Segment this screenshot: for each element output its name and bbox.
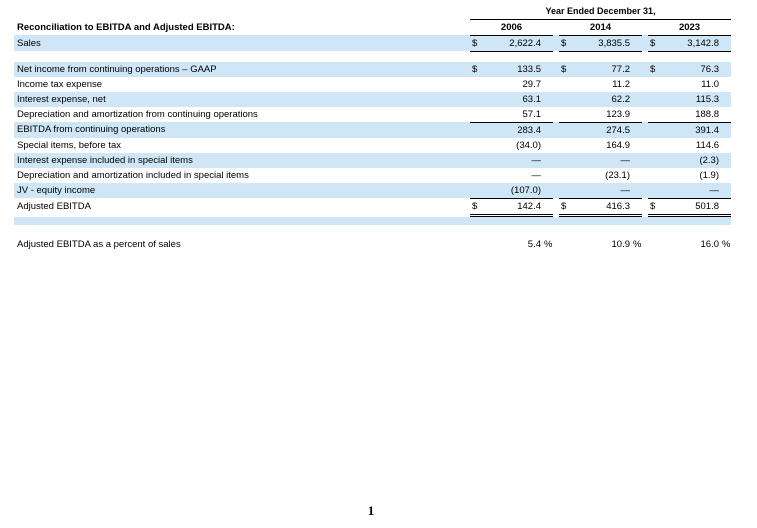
unit-cell xyxy=(719,198,731,215)
unit-cell xyxy=(541,183,553,199)
currency-symbol xyxy=(559,237,573,252)
unit-cell xyxy=(719,138,731,153)
value-cell: 188.8 xyxy=(662,107,719,123)
table-row xyxy=(14,92,731,107)
currency-symbol: $ xyxy=(470,62,484,77)
currency-symbol xyxy=(470,168,484,183)
currency-symbol: $ xyxy=(470,35,484,51)
value-cell: 11.0 xyxy=(701,78,719,90)
value-cell: — xyxy=(662,183,719,199)
value-cell: (34.0) xyxy=(516,139,541,151)
currency-symbol xyxy=(648,237,662,252)
table-title: Reconciliation to EBITDA and Adjusted EBITDA: xyxy=(17,21,235,33)
currency-symbol xyxy=(648,183,662,199)
value-cell: — xyxy=(531,169,541,181)
table-row xyxy=(14,107,731,123)
value-cell: 76.3 xyxy=(662,62,719,77)
unit-cell xyxy=(541,153,553,168)
value-cell: (107.0) xyxy=(484,183,541,199)
currency-symbol: $ xyxy=(648,198,662,215)
currency-symbol xyxy=(470,92,484,107)
row-label: JV - equity income xyxy=(14,183,470,199)
currency-symbol: $ xyxy=(648,35,662,51)
unit-cell xyxy=(630,62,642,77)
unit-cell xyxy=(630,168,642,183)
unit-cell xyxy=(541,198,553,215)
unit-cell xyxy=(630,35,642,51)
value-cell: (2.3) xyxy=(662,153,719,168)
value-cell: 3,142.8 xyxy=(662,35,719,51)
value-cell: 62.2 xyxy=(573,92,630,107)
currency-symbol xyxy=(470,138,484,153)
currency-symbol xyxy=(470,183,484,199)
currency-symbol: $ xyxy=(559,198,573,215)
unit-cell xyxy=(719,107,731,123)
value-cell: 63.1 xyxy=(484,92,541,107)
table-row xyxy=(14,183,731,199)
unit-cell xyxy=(541,168,553,183)
currency-symbol xyxy=(559,153,573,168)
row-label: Adjusted EBITDA xyxy=(17,201,91,212)
table-row xyxy=(14,153,731,168)
value-cell: 142.4 xyxy=(484,198,541,215)
value-cell: 133.5 xyxy=(484,62,541,77)
spacer-row xyxy=(14,51,731,62)
currency-symbol xyxy=(648,168,662,183)
value-cell: 115.3 xyxy=(662,92,719,107)
unit-cell xyxy=(630,122,642,138)
currency-symbol xyxy=(470,153,484,168)
currency-symbol xyxy=(648,92,662,107)
empty-cell xyxy=(14,4,470,19)
row-label: EBITDA from continuing operations xyxy=(14,122,470,138)
currency-symbol xyxy=(559,183,573,199)
row-label: Interest expense, net xyxy=(14,92,470,107)
ebitda-reconciliation-table xyxy=(14,4,731,252)
unit-cell xyxy=(719,92,731,107)
percent-sign: % xyxy=(544,238,553,250)
year-header-row xyxy=(14,19,731,35)
value-cell: — xyxy=(484,153,541,168)
unit-cell xyxy=(541,107,553,123)
currency-symbol xyxy=(648,153,662,168)
unit-cell xyxy=(541,77,553,92)
value-cell: (1.9) xyxy=(699,169,719,181)
value-cell: 11.2 xyxy=(612,78,630,90)
value-cell: 274.5 xyxy=(573,122,630,138)
percent-sign: % xyxy=(633,238,642,250)
currency-symbol xyxy=(648,138,662,153)
value-cell: — xyxy=(573,153,630,168)
value-cell: 114.6 xyxy=(695,139,719,151)
unit-cell xyxy=(541,35,553,51)
currency-symbol xyxy=(559,92,573,107)
unit-cell xyxy=(541,138,553,153)
currency-symbol xyxy=(648,77,662,92)
unit-cell xyxy=(630,153,642,168)
percent-sign: % xyxy=(722,238,731,250)
currency-symbol xyxy=(559,122,573,138)
currency-symbol: $ xyxy=(648,62,662,77)
spacer xyxy=(14,225,731,237)
table-row xyxy=(14,237,731,252)
value-cell: 283.4 xyxy=(484,122,541,138)
table-row xyxy=(14,198,731,215)
currency-symbol xyxy=(470,122,484,138)
value-cell: 2,622.4 xyxy=(484,35,541,51)
spacer xyxy=(14,51,731,62)
table-row xyxy=(14,62,731,77)
currency-symbol xyxy=(559,107,573,123)
value-cell: — xyxy=(573,183,630,199)
unit-cell xyxy=(630,107,642,123)
unit-cell xyxy=(630,77,642,92)
page-number: 1 xyxy=(367,504,375,518)
row-label: Interest expense included in special items xyxy=(14,153,470,168)
currency-symbol xyxy=(559,138,573,153)
period-header-row xyxy=(14,4,731,19)
row-label: Adjusted EBITDA as a percent of sales xyxy=(17,238,181,250)
currency-symbol xyxy=(470,107,484,123)
year-column-header: 2014 xyxy=(559,19,642,35)
value-cell: (23.1) xyxy=(605,169,630,181)
unit-cell xyxy=(719,153,731,168)
value-cell: 5.4 xyxy=(527,238,541,250)
unit-cell xyxy=(630,138,642,153)
unit-cell xyxy=(541,92,553,107)
row-label: Depreciation and amortization included in special items xyxy=(17,169,249,181)
unit-cell xyxy=(630,198,642,215)
unit-cell xyxy=(541,62,553,77)
spacer-row xyxy=(14,215,731,225)
unit-cell xyxy=(719,168,731,183)
value-cell: 3,835.5 xyxy=(573,35,630,51)
currency-symbol: $ xyxy=(559,35,573,51)
currency-symbol: $ xyxy=(559,62,573,77)
table-row xyxy=(14,35,731,51)
unit-cell xyxy=(719,183,731,199)
value-cell: 164.9 xyxy=(606,139,630,151)
unit-cell xyxy=(719,62,731,77)
currency-symbol xyxy=(470,77,484,92)
value-cell: 501.8 xyxy=(662,198,719,215)
value-cell: 57.1 xyxy=(484,107,541,123)
value-cell: 416.3 xyxy=(573,198,630,215)
row-label: Net income from continuing operations – GAAP xyxy=(14,62,470,77)
row-label: Sales xyxy=(14,35,470,51)
unit-cell xyxy=(719,122,731,138)
value-cell: 123.9 xyxy=(573,107,630,123)
value-cell: 16.0 xyxy=(700,238,719,250)
currency-symbol: $ xyxy=(470,198,484,215)
unit-cell xyxy=(719,35,731,51)
table-row xyxy=(14,168,731,183)
row-label: Special items, before tax xyxy=(17,139,122,151)
value-cell: 77.2 xyxy=(573,62,630,77)
row-label: Income tax expense xyxy=(17,78,103,90)
table-row xyxy=(14,122,731,138)
spacer xyxy=(14,215,731,225)
table-row xyxy=(14,77,731,92)
currency-symbol xyxy=(648,122,662,138)
table-row xyxy=(14,138,731,153)
currency-symbol xyxy=(648,107,662,123)
unit-cell xyxy=(630,183,642,199)
spacer-row xyxy=(14,225,731,237)
period-header: Year Ended December 31, xyxy=(470,4,731,19)
currency-symbol xyxy=(559,77,573,92)
currency-symbol xyxy=(559,168,573,183)
year-column-header: 2006 xyxy=(470,19,553,35)
currency-symbol xyxy=(470,237,484,252)
year-column-header: 2023 xyxy=(648,19,731,35)
value-cell: 10.9 xyxy=(611,238,630,250)
unit-cell xyxy=(541,122,553,138)
unit-cell xyxy=(719,77,731,92)
unit-cell xyxy=(630,92,642,107)
row-label: Depreciation and amortization from continuing operations xyxy=(17,108,258,120)
value-cell: 391.4 xyxy=(662,122,719,138)
value-cell: 29.7 xyxy=(522,78,541,90)
